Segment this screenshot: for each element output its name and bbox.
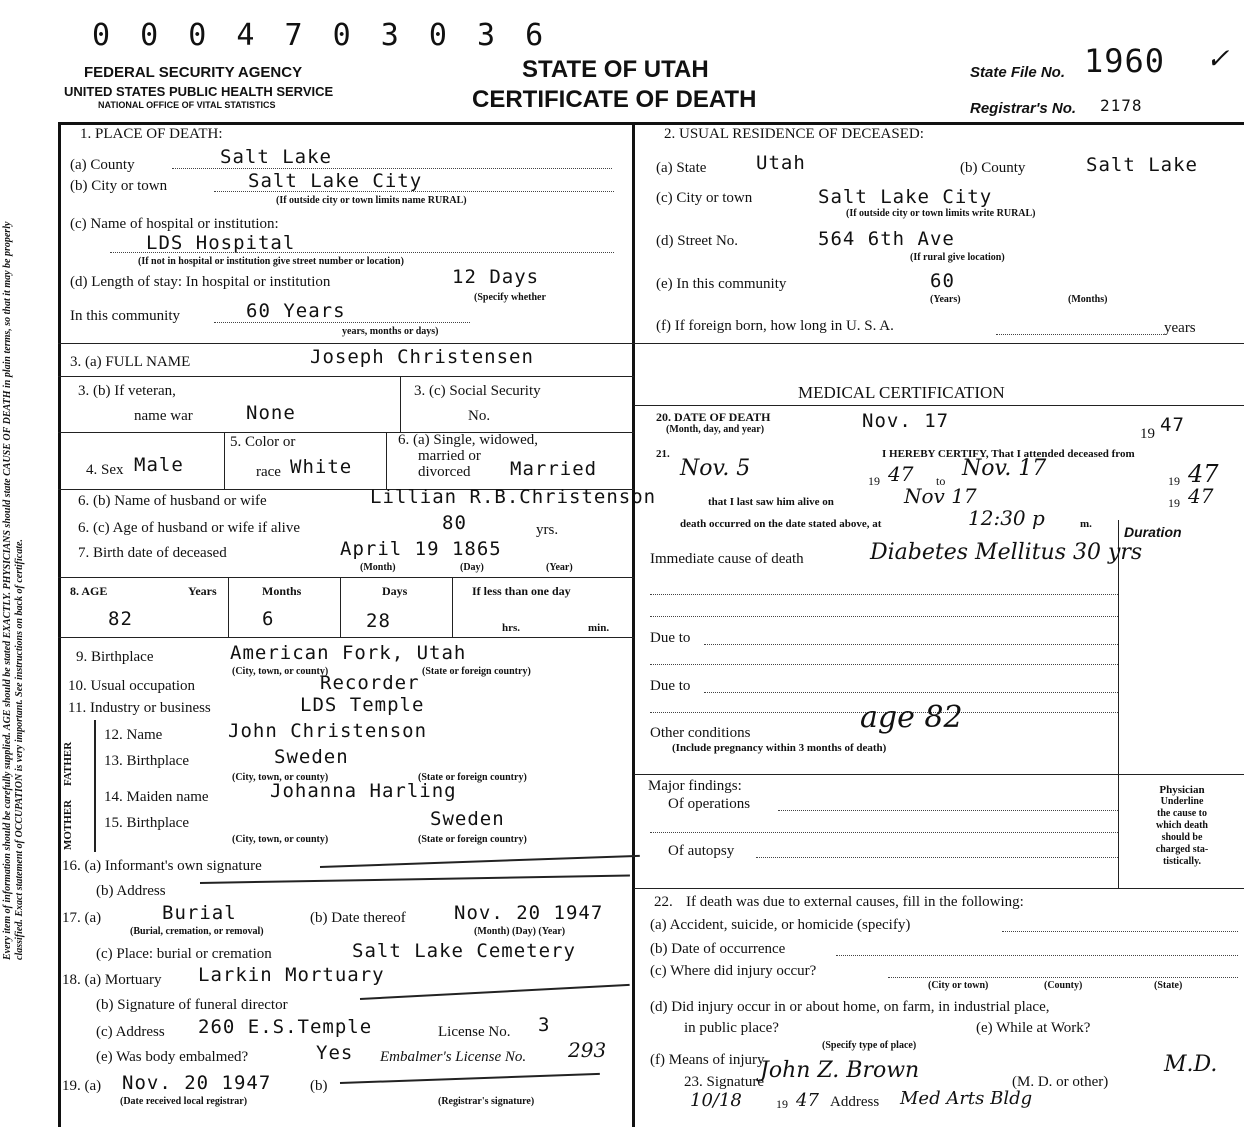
received-b-label: (b) xyxy=(310,1078,328,1094)
state-file-label: State File No. xyxy=(970,64,1066,81)
death-date-label1: 20. DATE OF DEATH xyxy=(656,410,771,424)
state-file-number: 1960 xyxy=(1084,42,1166,80)
hospital-value: LDS Hospital xyxy=(146,232,296,254)
rule-2 xyxy=(58,376,634,377)
frame-top xyxy=(58,122,1244,125)
signature-year: 47 xyxy=(796,1090,819,1111)
informant-address-scrawl xyxy=(200,874,630,884)
cause-line-1 xyxy=(650,594,1118,595)
other-conditions-value: age 82 xyxy=(860,700,963,735)
due-to-2: Due to xyxy=(650,678,691,694)
res-foreign-label: (f) If foreign born, how long in U. S. A. xyxy=(656,318,894,334)
received-label: 19. (a) xyxy=(62,1078,102,1094)
community-label: In this community xyxy=(70,308,180,324)
due-line-2 xyxy=(704,692,1118,693)
res-state-value: Utah xyxy=(756,152,806,174)
res-months-label: (Months) xyxy=(1068,294,1108,305)
father-bp-label: 13. Birthplace xyxy=(104,753,189,769)
county-value: Salt Lake xyxy=(220,146,332,168)
operations-label: Of operations xyxy=(668,796,751,812)
rule-5 xyxy=(58,637,634,638)
residence-heading: 2. USUAL RESIDENCE OF DECEASED: xyxy=(664,126,924,142)
age-days-label: Days xyxy=(382,584,408,598)
veteran-value: None xyxy=(246,402,296,424)
res-street-value: 564 6th Ave xyxy=(818,228,955,250)
res-county-label: (b) County xyxy=(960,160,1026,176)
received-note1: (Date received local registrar) xyxy=(120,1096,248,1107)
death-year-prefix: 19 xyxy=(1140,426,1155,442)
registrar-number: 2178 xyxy=(1100,96,1143,115)
city-note: (If outside city or town limits name RURAL) xyxy=(276,195,467,206)
last-saw-label: that I last saw him alive on xyxy=(708,496,834,508)
birthplace-value: American Fork, Utah xyxy=(230,642,467,664)
external-a: (a) Accident, suicide, or homicide (specify) xyxy=(650,917,911,933)
mortuary-label: 18. (a) Mortuary xyxy=(62,972,162,988)
attended-year1-prefix: 19 xyxy=(868,474,880,488)
attended-to-label: to xyxy=(936,474,946,488)
color-value: White xyxy=(290,456,353,478)
physician-note-4: which death xyxy=(1156,820,1208,831)
external-c-note-city: (City or town) xyxy=(928,980,989,991)
color-label1: 5. Color or xyxy=(230,434,296,450)
res-years-label: (Years) xyxy=(930,294,961,305)
mother-maiden-value: Johanna Harling xyxy=(270,780,457,802)
due-line-1b xyxy=(650,664,1118,665)
received-note2: (Registrar's signature) xyxy=(438,1096,535,1107)
external-b: (b) Date of occurrence xyxy=(650,941,786,957)
marital-value: Married xyxy=(510,458,598,480)
mortuary-value: Larkin Mortuary xyxy=(198,964,385,986)
attended-year2: 47 xyxy=(1188,460,1219,488)
rule-3 xyxy=(58,432,634,433)
informant-address-label: (b) Address xyxy=(96,883,166,899)
burial-place-label: (c) Place: burial or cremation xyxy=(96,946,272,962)
physician-note-3: the cause to xyxy=(1157,808,1207,819)
signature-label: 23. Signature xyxy=(684,1074,764,1090)
attended-year2-prefix: 19 xyxy=(1168,474,1180,488)
mother-maiden-label: 14. Maiden name xyxy=(104,789,209,805)
rule-1 xyxy=(58,343,1244,344)
community-value: 60 Years xyxy=(246,300,346,322)
physician-note-7: tistically. xyxy=(1162,856,1202,867)
external-d1: (d) Did injury occur in or about home, on farm, in industrial place, xyxy=(650,999,1050,1015)
frame-left xyxy=(58,122,61,1127)
age-hrs: hrs. xyxy=(502,622,521,634)
last-saw-year: 47 xyxy=(1188,484,1214,508)
license-value: 3 xyxy=(538,1014,551,1036)
birthplace-note1: (City, town, or county) xyxy=(232,666,329,677)
birthplace-note2: (State or foreign country) xyxy=(422,666,531,677)
frame-divider xyxy=(632,122,635,1127)
place-death-heading: 1. PLACE OF DEATH: xyxy=(80,126,223,142)
license-label: License No. xyxy=(438,1024,511,1040)
vrule-sex xyxy=(224,433,225,489)
registrar-signature xyxy=(340,1073,600,1084)
emb-license-value: 293 xyxy=(568,1038,607,1062)
full-name-value: Joseph Christensen xyxy=(310,346,534,368)
external-e: (e) While at Work? xyxy=(976,1020,1091,1036)
burial-date-label: (b) Date thereof xyxy=(310,910,406,926)
agency-line1: FEDERAL SECURITY AGENCY xyxy=(84,64,303,81)
mother-side-label: MOTHER xyxy=(62,799,74,850)
death-date-label2: (Month, day, and year) xyxy=(666,424,765,435)
birth-date-value: April 19 1865 xyxy=(340,538,502,560)
vrule-color xyxy=(386,433,387,489)
sex-value: Male xyxy=(134,454,184,476)
other-conditions-label: Other conditions xyxy=(650,725,751,741)
signature-address: Med Arts Bldg xyxy=(900,1088,1033,1109)
spouse-age-label: 6. (c) Age of husband or wife if alive xyxy=(78,520,301,536)
certify-text: I HEREBY CERTIFY, That I attended deceased from xyxy=(882,448,1135,460)
age-days: 28 xyxy=(366,610,391,632)
veteran-label2: name war xyxy=(134,408,193,424)
other-conditions-note: (Include pregnancy within 3 months of death) xyxy=(672,742,887,754)
external-num: 22. xyxy=(654,894,673,910)
burial-place-value: Salt Lake Cemetery xyxy=(352,940,576,962)
birth-year-note: (Year) xyxy=(546,562,573,573)
burial-value: Burial xyxy=(162,902,237,924)
stay-label: (d) Length of stay: In hospital or institution xyxy=(70,274,331,290)
ss-label2: No. xyxy=(468,408,491,424)
vrule-parents xyxy=(94,720,96,852)
full-name-label: 3. (a) FULL NAME xyxy=(70,354,191,370)
county-label: (a) County xyxy=(70,157,135,173)
father-name-label: 12. Name xyxy=(104,727,163,743)
community-note: years, months or days) xyxy=(342,326,439,337)
physician-note-5: should be xyxy=(1161,832,1203,843)
external-f: (f) Means of injury xyxy=(650,1052,765,1068)
director-label: (b) Signature of funeral director xyxy=(96,997,288,1013)
color-label2: race xyxy=(256,464,281,480)
operations-line xyxy=(778,810,1118,811)
burial-date-value: Nov. 20 1947 xyxy=(454,902,604,924)
spouse-label: 6. (b) Name of husband or wife xyxy=(78,493,267,509)
city-line xyxy=(214,191,614,192)
mother-bp-label: 15. Birthplace xyxy=(104,815,189,831)
occupation-value: Recorder xyxy=(320,672,420,694)
physician-note-2: Underline xyxy=(1160,796,1204,807)
embalmed-label: (e) Was body embalmed? xyxy=(96,1049,249,1065)
age-years: 82 xyxy=(108,608,133,630)
birth-date-label: 7. Birth date of deceased xyxy=(78,545,227,561)
mortuary-address-label: (c) Address xyxy=(96,1024,165,1040)
external-d2: in public place? xyxy=(684,1020,779,1036)
age-years-label: Years xyxy=(188,584,217,598)
agency-line3: NATIONAL OFFICE OF VITAL STATISTICS xyxy=(98,100,276,110)
last-saw-year-prefix: 19 xyxy=(1168,496,1180,510)
external-heading: If death was due to external causes, fill in the following: xyxy=(686,894,1024,910)
mortuary-address-value: 260 E.S.Temple xyxy=(198,1016,373,1038)
due-to-1: Due to xyxy=(650,630,691,646)
received-value: Nov. 20 1947 xyxy=(122,1072,272,1094)
res-community-value: 60 xyxy=(930,270,955,292)
birth-month-note: (Month) xyxy=(360,562,396,573)
age-months: 6 xyxy=(262,608,275,630)
sex-label: 4. Sex xyxy=(86,462,124,478)
mother-bp-note1: (City, town, or county) xyxy=(232,834,329,845)
age-label: 8. AGE xyxy=(70,584,108,598)
rule-4 xyxy=(58,577,634,578)
industry-value: LDS Temple xyxy=(300,694,425,716)
marital-label1: 6. (a) Single, widowed, xyxy=(398,432,538,448)
stay-note: (Specify whether xyxy=(474,292,546,303)
county-line xyxy=(172,168,612,169)
director-signature xyxy=(360,984,630,1000)
external-b-line xyxy=(836,955,1238,956)
signature-year-prefix: 19 xyxy=(776,1097,788,1111)
res-foreign-line xyxy=(996,334,1164,335)
state-title: STATE OF UTAH xyxy=(522,56,709,83)
autopsy-label: Of autopsy xyxy=(668,843,735,859)
burial-date-note: (Month) (Day) (Year) xyxy=(474,926,566,937)
hospital-line xyxy=(110,252,614,253)
emb-license-label: Embalmer's License No. xyxy=(380,1049,527,1065)
external-c-line xyxy=(888,977,1238,978)
cause-line-2 xyxy=(650,616,1118,617)
vrule-ss xyxy=(400,377,401,433)
attended-year1: 47 xyxy=(888,462,914,486)
signature-address-label: Address xyxy=(830,1094,880,1110)
birth-day-note: (Day) xyxy=(460,562,484,573)
vrule-duration xyxy=(1118,520,1119,888)
informant-signature xyxy=(320,855,640,868)
veteran-label1: 3. (b) If veteran, xyxy=(78,383,176,399)
occupation-label: 10. Usual occupation xyxy=(68,678,196,694)
father-bp-value: Sweden xyxy=(274,746,349,768)
rule-6 xyxy=(634,774,1244,775)
city-value: Salt Lake City xyxy=(248,170,423,192)
industry-label: 11. Industry or business xyxy=(68,700,211,716)
vrule-age2 xyxy=(340,578,341,638)
vrule-age1 xyxy=(228,578,229,638)
signature-md-hand: M.D. xyxy=(1164,1052,1218,1077)
death-year: 47 xyxy=(1160,414,1185,436)
res-county-value: Salt Lake xyxy=(1086,154,1198,176)
attended-from: Nov. 5 xyxy=(680,456,751,481)
rule-7 xyxy=(634,888,1244,889)
father-name-value: John Christenson xyxy=(228,720,428,742)
operations-line-2 xyxy=(650,832,1118,833)
attended-to: Nov. 17 xyxy=(962,456,1047,481)
medical-heading: MEDICAL CERTIFICATION xyxy=(798,383,1005,402)
ss-label1: 3. (c) Social Security xyxy=(414,383,541,399)
external-d-note: (Specify type of place) xyxy=(822,1040,917,1051)
burial-note: (Burial, cremation, or removal) xyxy=(130,926,264,937)
res-street-label: (d) Street No. xyxy=(656,233,739,249)
spouse-age-unit: yrs. xyxy=(536,522,559,538)
res-city-note: (If outside city or town limits write RURAL) xyxy=(846,208,1036,219)
burial-label: 17. (a) xyxy=(62,910,102,926)
physician-note-6: charged sta- xyxy=(1155,844,1209,855)
signature-date: 10/18 xyxy=(690,1090,742,1111)
stay-value: 12 Days xyxy=(452,266,540,288)
res-city-value: Salt Lake City xyxy=(818,186,993,208)
autopsy-line xyxy=(756,857,1118,858)
margin-instructions: Every item of information should be carefully supplied. AGE should be stated EXACTLY. PHYSICIANS should state CAUSE OF DEATH in plain terms, so that it may be properly classified. Exact statement of OCCUPATION is very important. See instructions on back of certificate. xyxy=(2,221,25,960)
external-c-note-county: (County) xyxy=(1044,980,1083,991)
death-time-m: m. xyxy=(1080,518,1092,530)
duration-label: Duration xyxy=(1124,524,1182,540)
certify-num: 21. xyxy=(656,448,670,460)
community-line xyxy=(214,322,470,323)
major-findings-label: Major findings: xyxy=(648,778,742,794)
age-less-label: If less than one day xyxy=(472,584,571,598)
check-mark: ✓ xyxy=(1206,42,1230,75)
immediate-cause-label: Immediate cause of death xyxy=(650,551,804,567)
hospital-note: (If not in hospital or institution give street number or location) xyxy=(138,256,404,267)
res-street-note: (If rural give location) xyxy=(910,252,1005,263)
mother-bp-note2: (State or foreign country) xyxy=(418,834,527,845)
certificate-title: CERTIFICATE OF DEATH xyxy=(472,86,757,113)
death-time-label: death occurred on the date stated above, at xyxy=(680,518,882,530)
age-min: min. xyxy=(588,622,610,634)
due-line-1 xyxy=(704,644,1118,645)
res-state-label: (a) State xyxy=(656,160,707,176)
external-c-note-state: (State) xyxy=(1154,980,1183,991)
rule-med xyxy=(634,405,1244,406)
informant-label: 16. (a) Informant's own signature xyxy=(62,858,262,874)
father-side-label: FATHER xyxy=(62,741,74,786)
hospital-label: (c) Name of hospital or institution: xyxy=(70,216,279,232)
death-date-value: Nov. 17 xyxy=(862,410,950,432)
death-time: 12:30 p xyxy=(968,506,1045,530)
father-bp-note2: (State or foreign country) xyxy=(418,772,527,783)
physician-note-1: Physician xyxy=(1159,784,1205,796)
physician-note xyxy=(1120,784,1244,868)
marital-label3: divorced xyxy=(418,464,471,480)
registrar-label: Registrar's No. xyxy=(970,100,1077,117)
city-label: (b) City or town xyxy=(70,178,168,194)
res-community-label: (e) In this community xyxy=(656,276,787,292)
spouse-age-value: 80 xyxy=(442,512,467,534)
mother-bp-value: Sweden xyxy=(430,808,505,830)
age-months-label: Months xyxy=(262,584,302,598)
signature-value: John Z. Brown xyxy=(760,1058,920,1083)
res-foreign-years: years xyxy=(1164,320,1196,336)
signature-md-label: (M. D. or other) xyxy=(1012,1074,1109,1090)
father-bp-note1: (City, town, or county) xyxy=(232,772,329,783)
serial-number: 0 0 0 4 7 0 3 0 3 6 xyxy=(92,18,550,53)
external-a-line xyxy=(1002,931,1238,932)
res-city-label: (c) City or town xyxy=(656,190,753,206)
last-saw-value: Nov 17 xyxy=(904,484,977,508)
marital-label2: married or xyxy=(418,448,481,464)
embalmed-value: Yes xyxy=(316,1042,354,1064)
spouse-value: Lillian R.B.Christenson xyxy=(370,486,657,508)
birthplace-label: 9. Birthplace xyxy=(76,649,154,665)
immediate-cause-value: Diabetes Mellitus 30 yrs xyxy=(870,540,1143,565)
agency-line2: UNITED STATES PUBLIC HEALTH SERVICE xyxy=(64,84,334,99)
vrule-age3 xyxy=(452,578,453,638)
external-c: (c) Where did injury occur? xyxy=(650,963,817,979)
